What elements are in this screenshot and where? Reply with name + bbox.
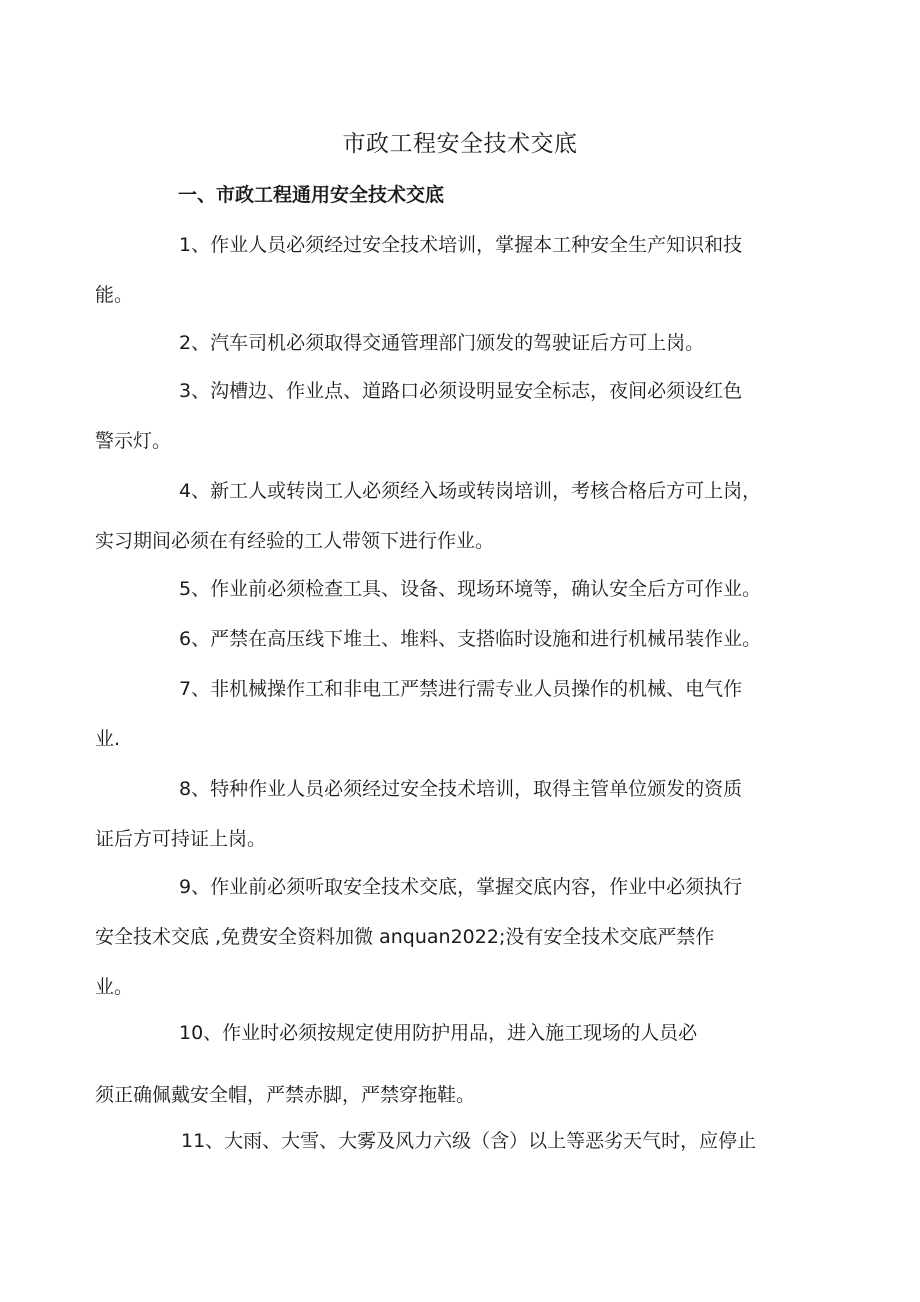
paragraph-line: 实习期间必须在有经验的工人带领下进行作业。 [95, 530, 495, 552]
paragraph-line: 5、作业前必须检查工具、设备、现场环境等，确认安全后方可作业。 [179, 578, 762, 600]
paragraph-line: 6、严禁在高压线下堆土、堆料、支搭临时设施和进行机械吊装作业。 [179, 628, 762, 650]
paragraph-10 [95, 1008, 797, 1120]
paragraph-4 [95, 466, 797, 566]
paragraph-line: 10、作业时必须按规定使用防护用品，进入施工现场的人员必 [179, 1022, 698, 1044]
paragraph-line: 警示灯。 [95, 430, 172, 452]
paragraph-line: 9、作业前必须听取安全技术交底，掌握交底内容，作业中必须执行 [179, 876, 743, 898]
paragraph-line: 证后方可持证上岗。 [95, 828, 267, 850]
paragraph-line: 4、新工人或转岗工人必须经入场或转岗培训，考核合格后方可上岗， [179, 480, 762, 502]
paragraph-line: 8、特种作业人员必须经过安全技术培训，取得主管单位颁发的资质 [179, 778, 743, 800]
paragraph-line: 安全技术交底 ,免费安全资料加微 anquan2022;没有安全技术交底严禁作 [95, 926, 715, 948]
paragraph-line: 须正确佩戴安全帽，严禁赤脚，严禁穿拖鞋。 [95, 1084, 476, 1106]
paragraph-11 [137, 1116, 797, 1166]
paragraph-line: 1、作业人员必须经过安全技术培训，掌握本工种安全生产知识和技 [179, 234, 743, 256]
paragraph-line: 能。 [95, 284, 134, 306]
paragraph-8 [95, 764, 797, 864]
paragraph-line: 7、非机械操作工和非电工严禁进行需专业人员操作的机械、电气作 [179, 678, 743, 700]
document-title: 市政工程安全技术交底 [342, 131, 578, 157]
paragraph-6 [137, 614, 797, 664]
paragraph-5 [137, 564, 797, 614]
paragraph-3 [95, 366, 797, 466]
paragraph-line: 业。 [95, 976, 134, 998]
paragraph-line: 2、汽车司机必须取得交通管理部门颁发的驾驶证后方可上岗。 [179, 332, 705, 354]
paragraph-line: 3、沟槽边、作业点、道路口必须设明显安全标志，夜间必须设红色 [179, 380, 743, 402]
paragraph-2 [137, 318, 797, 368]
paragraph-9 [95, 862, 797, 1012]
paragraph-line: 业. [95, 728, 121, 750]
section-heading: 一、市政工程通用安全技术交底 [178, 184, 445, 206]
paragraph-7 [95, 664, 797, 764]
paragraph-1 [95, 220, 797, 320]
paragraph-line: 11、大雨、大雪、大雾及风力六级（含）以上等恶劣天气时，应停止 [181, 1130, 757, 1152]
